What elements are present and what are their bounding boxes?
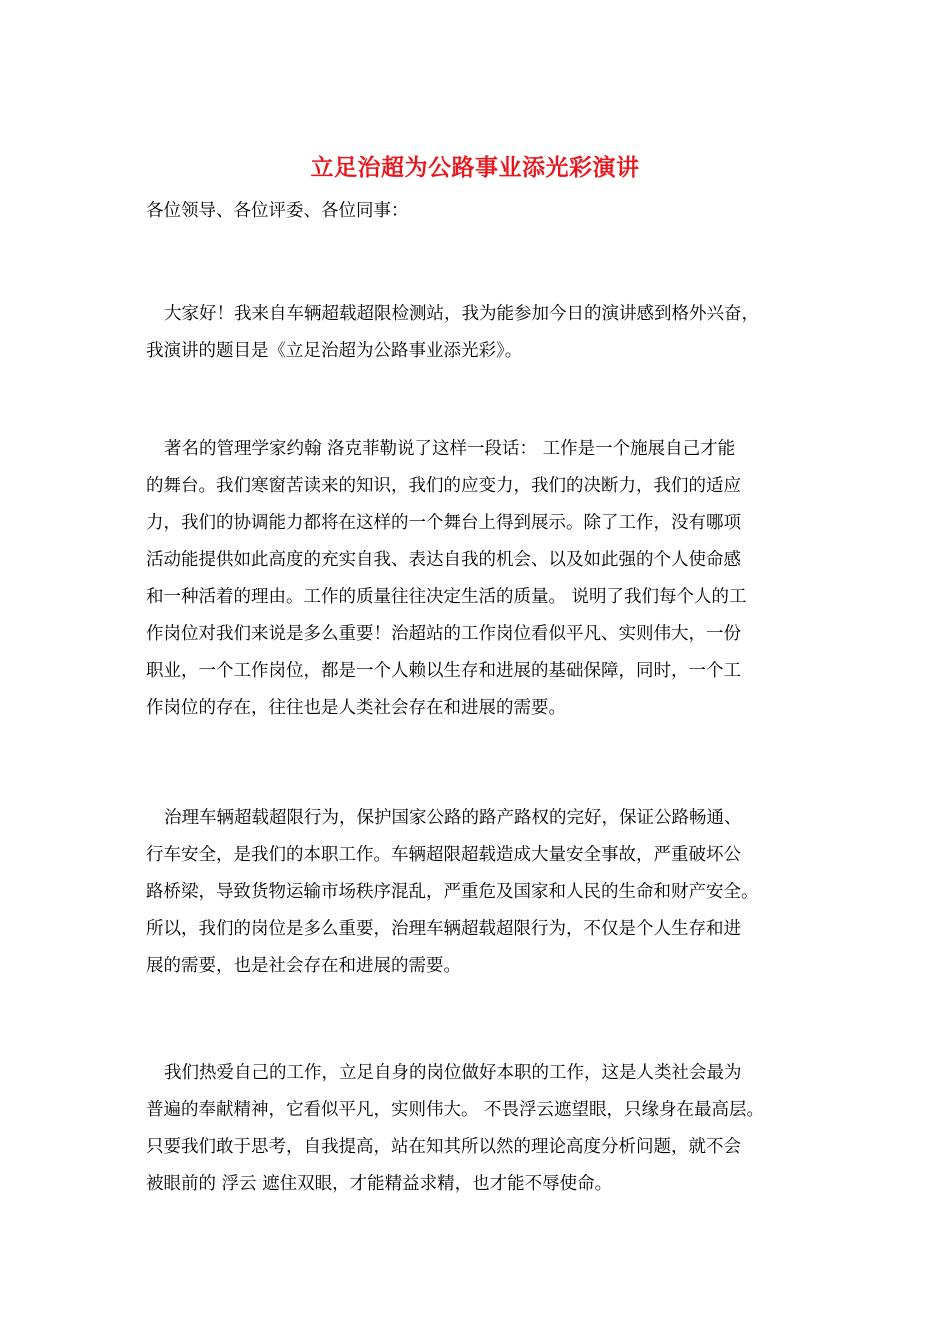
paragraph-line: 我们热爱自己的工作，立足自身的岗位做好本职的工作，这是人类社会最为 — [164, 1063, 742, 1083]
paragraph-line: 力，我们的协调能力都将在这样的一个舞台上得到展示。除了工作，没有哪项 — [146, 513, 741, 533]
paragraph-line: 职业，一个工作岗位，都是一个人赖以生存和进展的基础保障，同时，一个工 — [146, 661, 741, 681]
paragraph-line: 的舞台。我们寒窗苦读来的知识，我们的应变力，我们的决断力，我们的适应 — [146, 476, 741, 496]
document-title: 立足治超为公路事业添光彩演讲 — [310, 154, 640, 181]
paragraph-line: 被眼前的 浮云 遮住双眼，才能精益求精，也才能不辱使命。 — [146, 1174, 613, 1194]
paragraph-line: 普遍的奉献精神，它看似平凡，实则伟大。 不畏浮云遮望眼，只缘身在最高层。 — [146, 1100, 765, 1120]
paragraph-line: 作岗位的存在，往往也是人类社会存在和进展的需要。 — [146, 698, 566, 718]
paragraph-line: 大家好！我来自车辆超载超限检测站，我为能参加今日的演讲感到格外兴奋， — [164, 304, 759, 324]
salutation: 各位领导、各位评委、各位同事： — [146, 201, 409, 221]
paragraph-line: 作岗位对我们来说是多么重要！治超站的工作岗位看似平凡、实则伟大，一份 — [146, 624, 741, 644]
paragraph-line: 活动能提供如此高度的充实自我、表达自我的机会、以及如此强的个人使命感 — [146, 550, 741, 570]
paragraph-line: 所以，我们的岗位是多么重要，治理车辆超载超限行为，不仅是个人生存和进 — [146, 919, 741, 939]
paragraph-line: 只要我们敢于思考，自我提高，站在知其所以然的理论高度分析问题，就不会 — [146, 1137, 741, 1157]
paragraph-line: 著名的管理学家约翰 洛克菲勒说了这样一段话： 工作是一个施展自己才能 — [164, 439, 736, 459]
paragraph-line: 治理车辆超载超限行为，保护国家公路的路产路权的完好，保证公路畅通、 — [164, 808, 742, 828]
paragraph-line: 和一种活着的理由。工作的质量往往决定生活的质量。 说明了我们每个人的工 — [146, 587, 747, 607]
paragraph-3 — [146, 800, 826, 985]
paragraph-line: 路桥梁，导致货物运输市场秩序混乱，严重危及国家和人民的生命和财产安全。 — [146, 882, 759, 902]
paragraph-1 — [146, 296, 826, 370]
paragraph-4 — [146, 1055, 826, 1203]
paragraph-line: 行车安全，是我们的本职工作。车辆超限超载造成大量安全事故，严重破坏公 — [146, 845, 741, 865]
paragraph-2 — [146, 431, 826, 727]
paragraph-line: 我演讲的题目是《立足治超为公路事业添光彩》。 — [146, 341, 523, 361]
paragraph-line: 展的需要，也是社会存在和进展的需要。 — [146, 956, 461, 976]
